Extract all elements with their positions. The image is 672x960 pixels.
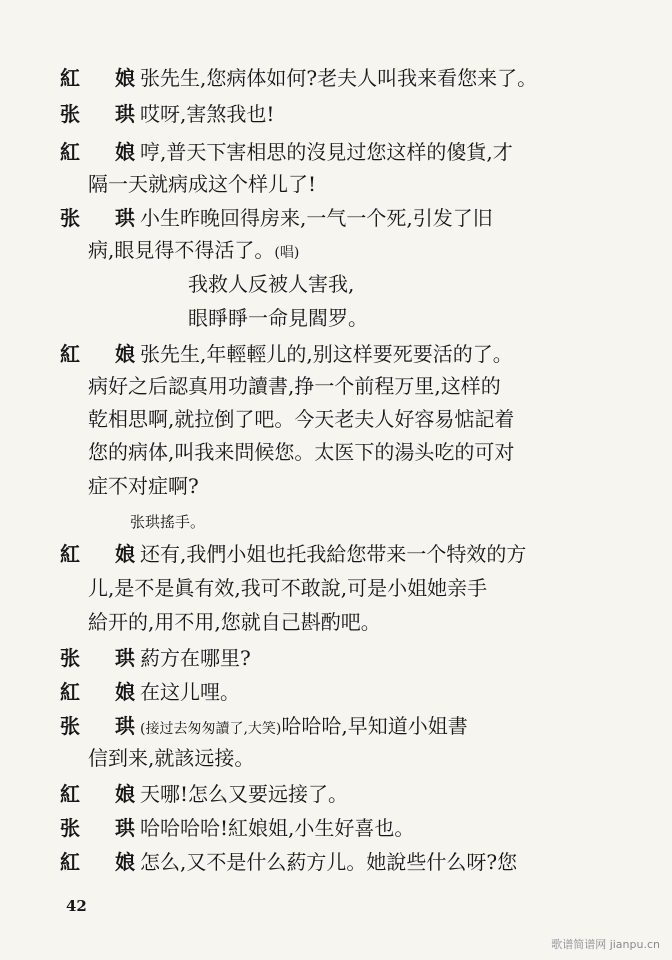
dialogue-line <box>0 136 672 168</box>
continuation-line <box>0 403 672 435</box>
continuation-line <box>0 234 672 266</box>
dialogue-text: 症不对症啊? <box>88 474 199 498</box>
dialogue-text: 怎么,又不是什么葯方儿。她說些什么呀?您 <box>140 850 518 874</box>
continuation-line <box>0 742 672 774</box>
dialogue-line <box>0 846 672 878</box>
stage-note: (唱) <box>274 245 300 261</box>
continuation-line <box>0 168 672 200</box>
dialogue-line <box>0 710 672 742</box>
dialogue-line <box>0 202 672 234</box>
dialogue-text: 还有,我們小姐也托我給您带来一个特效的方 <box>140 542 527 566</box>
dialogue-line <box>0 62 672 94</box>
continuation-line <box>0 470 672 502</box>
dialogue-text <box>140 710 468 745</box>
continuation-line <box>0 436 672 468</box>
dialogue-line <box>0 338 672 370</box>
stage-note: (接过去匆匆讀了,大笑) <box>140 721 282 737</box>
site-watermark: 歌谱简谱网 jianpu.cn <box>551 938 660 951</box>
dialogue-text: 哼,普天下害相思的沒見过您这样的傻貨,才 <box>140 140 513 164</box>
continuation-line <box>0 606 672 638</box>
dialogue-text: 小生昨晚回得房来,一气一个死,引发了旧 <box>140 206 493 230</box>
dialogue-text-part: 病,眼見得不得活了。 <box>88 238 275 262</box>
dialogue-text: 信到来,就該远接。 <box>88 746 255 770</box>
dialogue-text <box>88 234 299 269</box>
dialogue-line <box>0 98 672 130</box>
dialogue-text: 张先生,您病体如何?老夫人叫我来看您来了。 <box>140 66 538 90</box>
dialogue-line <box>0 812 672 844</box>
song-line <box>0 268 672 300</box>
dialogue-line <box>0 778 672 810</box>
speaker: 张 珙 <box>60 206 149 230</box>
stage-direction <box>0 506 672 538</box>
dialogue-text-part: 哈哈哈,早知道小姐書 <box>281 714 468 738</box>
speaker: 紅 娘 <box>60 782 149 806</box>
speaker: 紅 娘 <box>60 680 149 704</box>
dialogue-text: 乾相思啊,就拉倒了吧。今天老夫人好容易惦記着 <box>88 407 515 431</box>
speaker: 张 珙 <box>60 816 149 840</box>
continuation-line <box>0 572 672 604</box>
speaker: 紅 娘 <box>60 850 149 874</box>
speaker: 张 珙 <box>60 714 149 738</box>
dialogue-text: 哎呀,害煞我也! <box>140 102 275 126</box>
dialogue-text: 天哪!怎么又要远接了。 <box>140 782 349 806</box>
song-text: 我救人反被人害我, <box>188 272 355 296</box>
dialogue-line <box>0 642 672 674</box>
speaker: 张 珙 <box>60 102 149 126</box>
dialogue-text: 病好之后認真用功讀書,挣一个前程万里,这样的 <box>88 374 501 398</box>
speaker: 紅 娘 <box>60 542 149 566</box>
dialogue-text: 张先生,年輕輕儿的,别这样要死要活的了。 <box>140 342 513 366</box>
continuation-line <box>0 370 672 402</box>
speaker: 紅 娘 <box>60 66 149 90</box>
dialogue-line <box>0 676 672 708</box>
stage-direction-text: 张珙搖手。 <box>130 513 206 531</box>
song-text: 眼睜睜一命見閻罗。 <box>188 306 368 330</box>
dialogue-text: 儿,是不是眞有效,我可不敢說,可是小姐她亲手 <box>88 576 488 600</box>
dialogue-text: 葯方在哪里? <box>140 646 251 670</box>
speaker: 张 珙 <box>60 646 149 670</box>
dialogue-text: 在这儿哩。 <box>140 680 240 704</box>
dialogue-line <box>0 538 672 570</box>
dialogue-text: 隔一天就病成这个样儿了! <box>88 172 317 196</box>
dialogue-text: 您的病体,叫我来問候您。太医下的湯头吃的可对 <box>88 440 515 464</box>
speaker: 紅 娘 <box>60 342 149 366</box>
dialogue-text: 哈哈哈哈!紅娘姐,小生好喜也。 <box>140 816 415 840</box>
song-line <box>0 302 672 334</box>
speaker: 紅 娘 <box>60 140 149 164</box>
page-number: 42 <box>66 897 87 915</box>
dialogue-text: 給开的,用不用,您就自己斟酌吧。 <box>88 610 381 634</box>
